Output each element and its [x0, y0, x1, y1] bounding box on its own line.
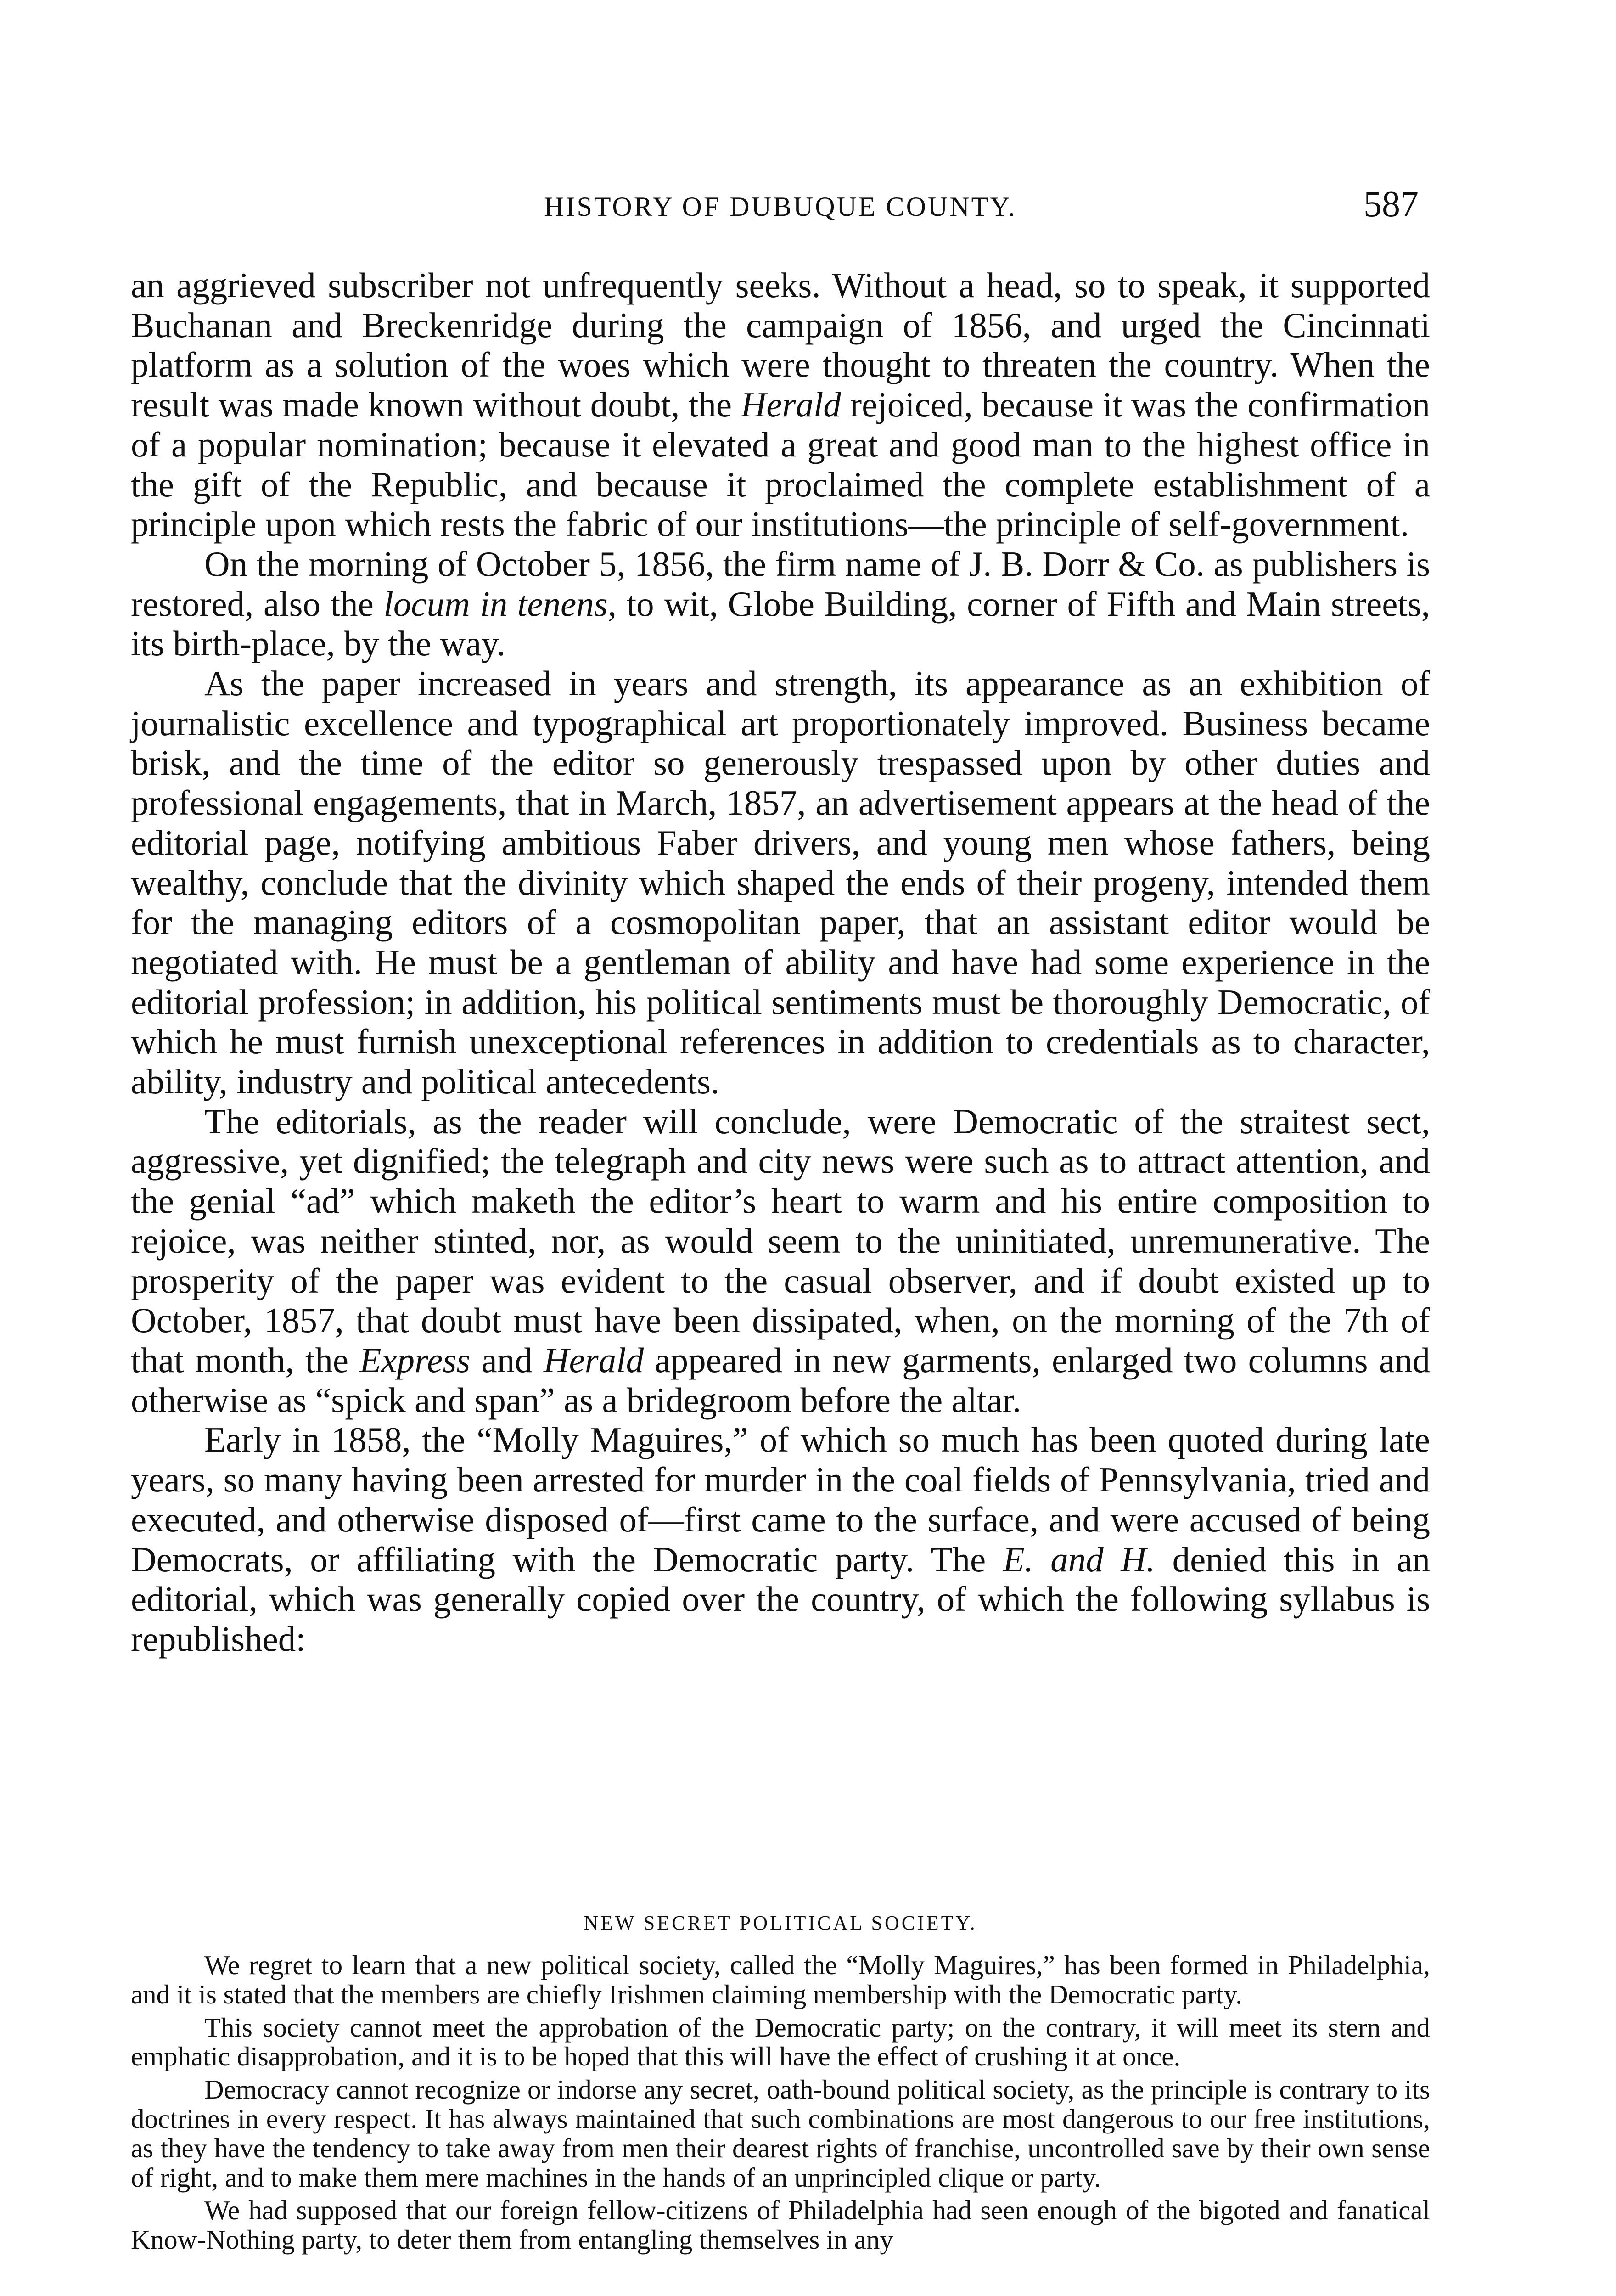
extract-paragraph: We regret to learn that a new political society, called the “Molly Maguires,” has been formed in Philadelphia, and it is stated that the members are chiefly Irishmen claiming membership with the Democratic party. — [131, 1950, 1430, 2009]
paragraph: Early in 1858, the “Molly Maguires,” of which so much has been quoted during late years, so many having been arrested for murder in the coal fields of Pennsylvania, tried and executed, and otherwise disposed of—first came to the surface, and were accused of being Democrats, or affiliating with the Democratic party. The E. and H. denied this in an editorial, which was generally copied over the country, of which the following syllabus is republished: — [131, 1420, 1430, 1659]
paragraph: an aggrieved subscriber not unfrequently seeks. Without a head, so to speak, it supported Buchanan and Breckenridge during the campaign of 1856, and urged the Cincinnati platform as a solution of the woes which were thought to threaten the country. When the result was made known without doubt, the Herald rejoiced, because it was the confirmation of a popular nomination; because it elevated a great and good man to the highest office in the gift of the Republic, and because it proclaimed the complete establishment of a principle upon which rests the fabric of our institutions—the principle of self-government. — [131, 265, 1430, 544]
quoted-extract — [131, 1951, 1430, 2258]
extract-paragraph: This society cannot meet the approbation of the Democratic party; on the contrary, it will meet its stern and emphatic disapprobation, and it is to be hoped that this will have the effect of crushing it at once. — [131, 2012, 1430, 2072]
extract-title: NEW SECRET POLITICAL SOCIETY. — [584, 1912, 977, 1934]
paragraph: The editorials, as the reader will conclude, were Democratic of the straitest sect, aggressive, yet dignified; the telegraph and city news were such as to attract attention, and the genial “ad” which maketh the editor’s heart to warm and his entire composition to rejoice, was neither stinted, nor, as would seem to the uninitiated, unremunerative. The prosperity of the paper was evident to the casual observer, and if doubt existed up to October, 1857, that doubt must have been dissipated, when, on the morning of the 7th of that month, the Express and Herald appeared in new garments, enlarged two columns and otherwise as “spick and span” as a bridegroom before the altar. — [131, 1101, 1430, 1420]
paragraph: On the morning of October 5, 1856, the firm name of J. B. Dorr & Co. as publishers is restored, also the locum in tenens, to wit, Globe Building, corner of Fifth and Main streets, its birth-place, by the way. — [131, 544, 1431, 664]
running-title: HISTORY OF DUBUQUE COUNTY. — [544, 191, 1017, 222]
page-header — [131, 181, 1430, 227]
extract-paragraph: We had supposed that our foreign fellow-citizens of Philadelphia had seen enough of the bigoted and fanatical Know-Nothing party, to deter them from entangling themselves in any — [131, 2195, 1430, 2255]
extract-paragraph: Democracy cannot recognize or indorse any secret, oath-bound political society, as the principle is contrary to its doctrines in every respect. It has always maintained that such combinations are most dangerous to our free institutions, as they have the tendency to take away from men their dearest rights of franchise, uncontrolled save by their own sense of right, and to make them mere machines in the hands of an unprincipled clique or party. — [131, 2074, 1430, 2193]
paragraph: As the paper increased in years and strength, its appearance as an exhibition of journalistic excellence and typographical art proportionately improved. Business became brisk, and the time of the editor so generously trespassed upon by other duties and professional engagements, that in March, 1857, an advertisement appears at the head of the editorial page, notifying ambitious Faber drivers, and young men whose fathers, being wealthy, conclude that the divinity which shaped the ends of their progeny, intended them for the managing editors of a cosmopolitan paper, that an assistant editor would be negotiated with. He must be a gentleman of ability and have had some experience in the editorial profession; in addition, his political sentiments must be thoroughly Democratic, of which he must furnish unexceptional references in addition to credentials as to character, ability, industry and political antecedents. — [131, 664, 1430, 1102]
page-number: 587 — [1364, 184, 1419, 225]
main-text — [131, 265, 1430, 1659]
